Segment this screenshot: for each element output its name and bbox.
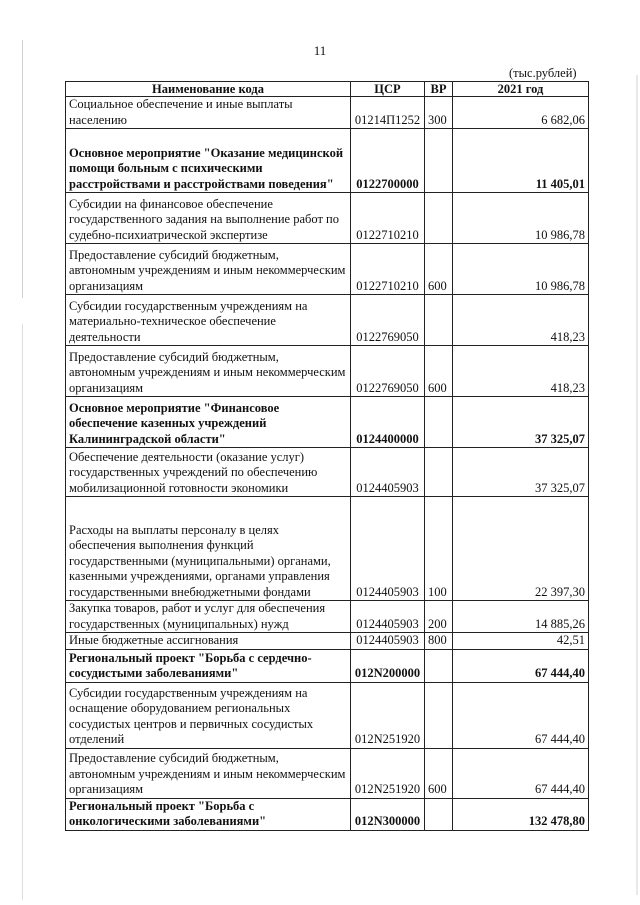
- table-row: [66, 798, 589, 830]
- row-vr: 600: [425, 748, 453, 798]
- row-amount: 11 405,01: [453, 129, 589, 193]
- row-csr: 0124400000: [351, 397, 425, 448]
- table-row: [66, 649, 589, 682]
- row-csr: 0122769050: [351, 346, 425, 397]
- row-name: Основное мероприятие "Оказание медицинской помощи больным с психическими расстройствами и расстройствами поведения": [66, 129, 351, 193]
- row-name: Региональный проект "Борьба с онкологическими заболеваниями": [66, 798, 351, 830]
- table-row: [66, 129, 589, 193]
- table-row: [66, 97, 589, 129]
- row-amount: 418,23: [453, 295, 589, 346]
- row-csr: 012N200000: [351, 649, 425, 682]
- row-name: Субсидии государственным учреждениям на оснащение оборудованием региональных сосудистых центров и первичных сосудистых отделений: [66, 682, 351, 748]
- row-name: Расходы на выплаты персоналу в целях обеспечения выполнения функций государственными (муниципальными) органами, казенными учреждениями, органами управления государственными внебюджетными фондами: [66, 497, 351, 601]
- table-row: [66, 601, 589, 633]
- table-row: [66, 682, 589, 748]
- row-vr: [425, 798, 453, 830]
- budget-table: [65, 81, 589, 831]
- header-csr: ЦСР: [351, 82, 425, 97]
- table-row: [66, 448, 589, 497]
- row-name: Субсидии на финансовое обеспечение государственного задания на выполнение работ по судебно-психиатрической экспертизе: [66, 193, 351, 244]
- row-amount: 418,23: [453, 346, 589, 397]
- scan-right-margin: [636, 75, 638, 895]
- scan-edge-line: [22, 40, 23, 900]
- row-csr: 0124405903: [351, 633, 425, 650]
- row-vr: [425, 129, 453, 193]
- row-amount: 37 325,07: [453, 448, 589, 497]
- row-name: Обеспечение деятельности (оказание услуг) государственных учреждений по обеспечению мобилизационной готовности экономики: [66, 448, 351, 497]
- row-csr: 0124405903: [351, 601, 425, 633]
- header-year: 2021 год: [453, 82, 589, 97]
- table-row: [66, 748, 589, 798]
- table-row: [66, 244, 589, 295]
- row-vr: 200: [425, 601, 453, 633]
- row-csr: 0124405903: [351, 448, 425, 497]
- row-amount: 22 397,30: [453, 497, 589, 601]
- table-row: [66, 346, 589, 397]
- row-vr: 600: [425, 346, 453, 397]
- table-row: [66, 193, 589, 244]
- row-csr: 0122700000: [351, 129, 425, 193]
- row-amount: 37 325,07: [453, 397, 589, 448]
- row-vr: [425, 295, 453, 346]
- row-amount: 10 986,78: [453, 193, 589, 244]
- row-amount: 67 444,40: [453, 649, 589, 682]
- row-vr: [425, 649, 453, 682]
- row-csr: 012N251920: [351, 682, 425, 748]
- row-vr: 800: [425, 633, 453, 650]
- row-amount: 6 682,06: [453, 97, 589, 129]
- row-name: Предоставление субсидий бюджетным, автономным учреждениям и иным некоммерческим организациям: [66, 346, 351, 397]
- row-csr: 01214П1252: [351, 97, 425, 129]
- row-amount: 10 986,78: [453, 244, 589, 295]
- row-amount: 67 444,40: [453, 682, 589, 748]
- row-name: Иные бюджетные ассигнования: [66, 633, 351, 650]
- row-vr: [425, 682, 453, 748]
- header-vr: ВР: [425, 82, 453, 97]
- table-row: [66, 397, 589, 448]
- row-amount: 67 444,40: [453, 748, 589, 798]
- row-name: Субсидии государственным учреждениям на материально-техническое обеспечение деятельности: [66, 295, 351, 346]
- row-name: Предоставление субсидий бюджетным, автономным учреждениям и иным некоммерческим организациям: [66, 244, 351, 295]
- table-row: [66, 633, 589, 650]
- row-name: Региональный проект "Борьба с сердечно-сосудистыми заболеваниями": [66, 649, 351, 682]
- row-csr: 012N300000: [351, 798, 425, 830]
- row-name: Основное мероприятие "Финансовое обеспечение казенных учреждений Калининградской области": [66, 397, 351, 448]
- table-row: [66, 295, 589, 346]
- row-amount: 14 885,26: [453, 601, 589, 633]
- row-csr: 012N251920: [351, 748, 425, 798]
- table-row: [66, 497, 589, 601]
- row-name: Социальное обеспечение и иные выплаты населению: [66, 97, 351, 129]
- row-csr: 0122769050: [351, 295, 425, 346]
- row-name: Закупка товаров, работ и услуг для обеспечения государственных (муниципальных) нужд: [66, 601, 351, 633]
- row-vr: 100: [425, 497, 453, 601]
- units-note: (тыс.рублей): [509, 66, 577, 80]
- row-csr: 0122710210: [351, 193, 425, 244]
- row-name: Предоставление субсидий бюджетным, автономным учреждениям и иным некоммерческим организациям: [66, 748, 351, 798]
- header-row: [66, 82, 589, 97]
- row-vr: [425, 448, 453, 497]
- row-vr: [425, 397, 453, 448]
- row-csr: 0122710210: [351, 244, 425, 295]
- page-number: 11: [313, 43, 327, 58]
- row-vr: 300: [425, 97, 453, 129]
- header-name: Наименование кода: [66, 82, 351, 97]
- row-vr: [425, 193, 453, 244]
- row-csr: 0124405903: [351, 497, 425, 601]
- row-vr: 600: [425, 244, 453, 295]
- row-amount: 132 478,80: [453, 798, 589, 830]
- row-amount: 42,51: [453, 633, 589, 650]
